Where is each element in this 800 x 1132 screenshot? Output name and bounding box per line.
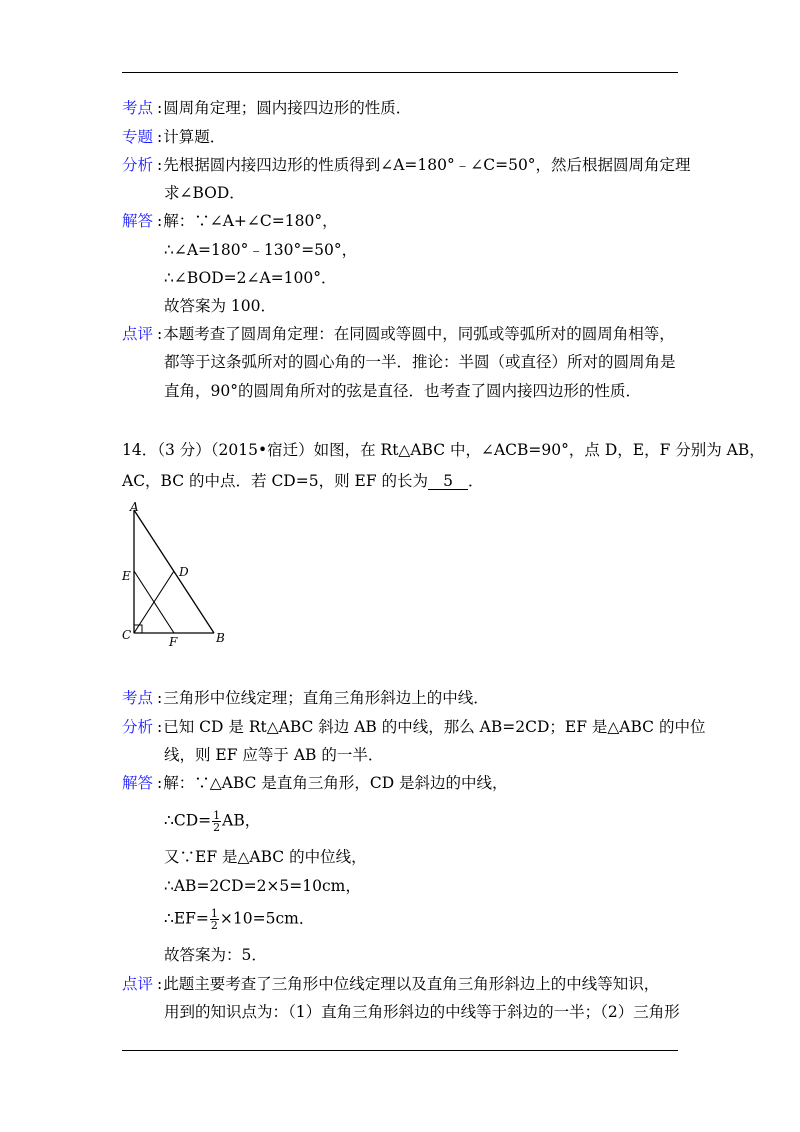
- q13-jieda-line-2: ∴∠A=180°﹣130°=50°，: [164, 241, 358, 259]
- q14-fenxi-line: 分析 :已知 CD 是 Rt△ABC 斜边 AB 的中线，那么 AB=2CD；EF 是△ABC 的中位: [122, 718, 706, 736]
- label-e: E: [122, 569, 131, 583]
- label-a: A: [130, 500, 139, 514]
- kaodian-label: 考点: [122, 99, 154, 117]
- zhuanti-label: 专题: [122, 128, 154, 146]
- q13-dianping-line: 点评 :本题考查了圆周角定理：在同圆或等圆中，同弧或等弧所对的圆周角相等，: [122, 325, 675, 343]
- q14-fenxi-line-2: 线，则 EF 应等于 AB 的一半．: [164, 746, 384, 764]
- label-c: C: [122, 628, 132, 642]
- jieda-text: 解：∵△ABC 是直角三角形，CD 是斜边的中线，: [163, 774, 508, 792]
- top-rule: [122, 72, 678, 73]
- kaodian-text: 圆周角定理；圆内接四边形的性质．: [163, 99, 412, 117]
- fraction-half: $\frac{1}{2}$: [210, 907, 218, 932]
- q14-stem-line-2: AC，BC 的中点．若 CD=5，则 EF 的长为 5 ．: [122, 472, 484, 490]
- fraction-half: $\frac{1}{2}$: [213, 809, 221, 834]
- q14-dianping-line: 点评 :此题主要考查了三角形中位线定理以及直角三角形斜边上的中线等知识，: [122, 975, 660, 993]
- jieda-label: 解答: [122, 774, 154, 792]
- dianping-text: 此题主要考查了三角形中位线定理以及直角三角形斜边上的中线等知识，: [163, 975, 660, 993]
- kaodian-text: 三角形中位线定理；直角三角形斜边上的中线．: [163, 689, 489, 707]
- dianping-label: 点评: [122, 975, 154, 993]
- dianping-text: 本题考查了圆周角定理：在同圆或等圆中，同弧或等弧所对的圆周角相等，: [163, 325, 675, 343]
- q14-dianping-line-2: 用到的知识点为：（1）直角三角形斜边的中线等于斜边的一半；（2）三角形: [164, 1003, 680, 1021]
- q13-jieda-line: 解答 :解：∵∠A+∠C=180°，: [122, 212, 338, 230]
- q13-jieda-line-3: ∴∠BOD=2∠A=100°．: [164, 269, 337, 287]
- answer-blank: 5: [428, 473, 468, 490]
- q14-stem-line-1: 14．（3 分）（2015•宿迁）如图，在 Rt△ABC 中，∠ACB=90°，点 D，E，F 分别为 AB，: [122, 441, 765, 459]
- bottom-rule: [122, 1050, 678, 1051]
- label-b: B: [216, 631, 225, 645]
- q14-jieda-line-6: 故答案为：5．: [164, 946, 267, 964]
- jieda-label: 解答: [122, 212, 154, 230]
- q13-dianping-line-3: 直角，90°的圆周角所对的弦是直径．也考查了圆内接四边形的性质．: [164, 382, 641, 400]
- label-f: F: [169, 635, 178, 649]
- fenxi-label: 分析: [122, 718, 154, 736]
- kaodian-label: 考点: [122, 689, 154, 707]
- fenxi-label: 分析: [122, 156, 154, 174]
- jieda-text: 解：∵∠A+∠C=180°，: [163, 212, 338, 230]
- q13-fenxi-line-2: 求∠BOD．: [164, 184, 245, 202]
- q13-kaodian-line: 考点 :圆周角定理；圆内接四边形的性质．: [122, 99, 412, 117]
- zhuanti-text: 计算题．: [163, 128, 226, 146]
- fenxi-text: 先根据圆内接四边形的性质得到∠A=180°﹣∠C=50°，然后根据圆周角定理: [163, 156, 691, 174]
- q14-jieda-line-4: ∴AB=2CD=2×5=10cm，: [164, 877, 361, 895]
- q14-jieda-line: 解答 :解：∵△ABC 是直角三角形，CD 是斜边的中线，: [122, 774, 508, 792]
- q14-jieda-line-3: 又∵EF 是△ABC 的中位线，: [164, 848, 367, 866]
- q14-jieda-line-2: ∴CD= $\frac{1}{2}$ AB，: [164, 809, 261, 834]
- q13-dianping-line-2: 都等于这条弧所对的圆心角的一半．推论：半圆（或直径）所对的圆周角是: [164, 353, 676, 371]
- q13-zhuanti-line: 专题 :计算题．: [122, 128, 226, 146]
- label-d: D: [179, 565, 189, 579]
- fenxi-text: 已知 CD 是 Rt△ABC 斜边 AB 的中线，那么 AB=2CD；EF 是△ABC 的中位: [163, 718, 706, 736]
- q13-jieda-line-4: 故答案为 100．: [164, 297, 277, 315]
- q13-fenxi-line: 分析 :先根据圆内接四边形的性质得到∠A=180°﹣∠C=50°，然后根据圆周角定理: [122, 156, 691, 174]
- q14-kaodian-line: 考点 :三角形中位线定理；直角三角形斜边上的中线．: [122, 689, 489, 707]
- triangle-figure: [112, 496, 242, 652]
- dianping-label: 点评: [122, 325, 154, 343]
- q14-jieda-line-5: ∴EF= $\frac{1}{2}$ ×10=5cm．: [164, 907, 315, 932]
